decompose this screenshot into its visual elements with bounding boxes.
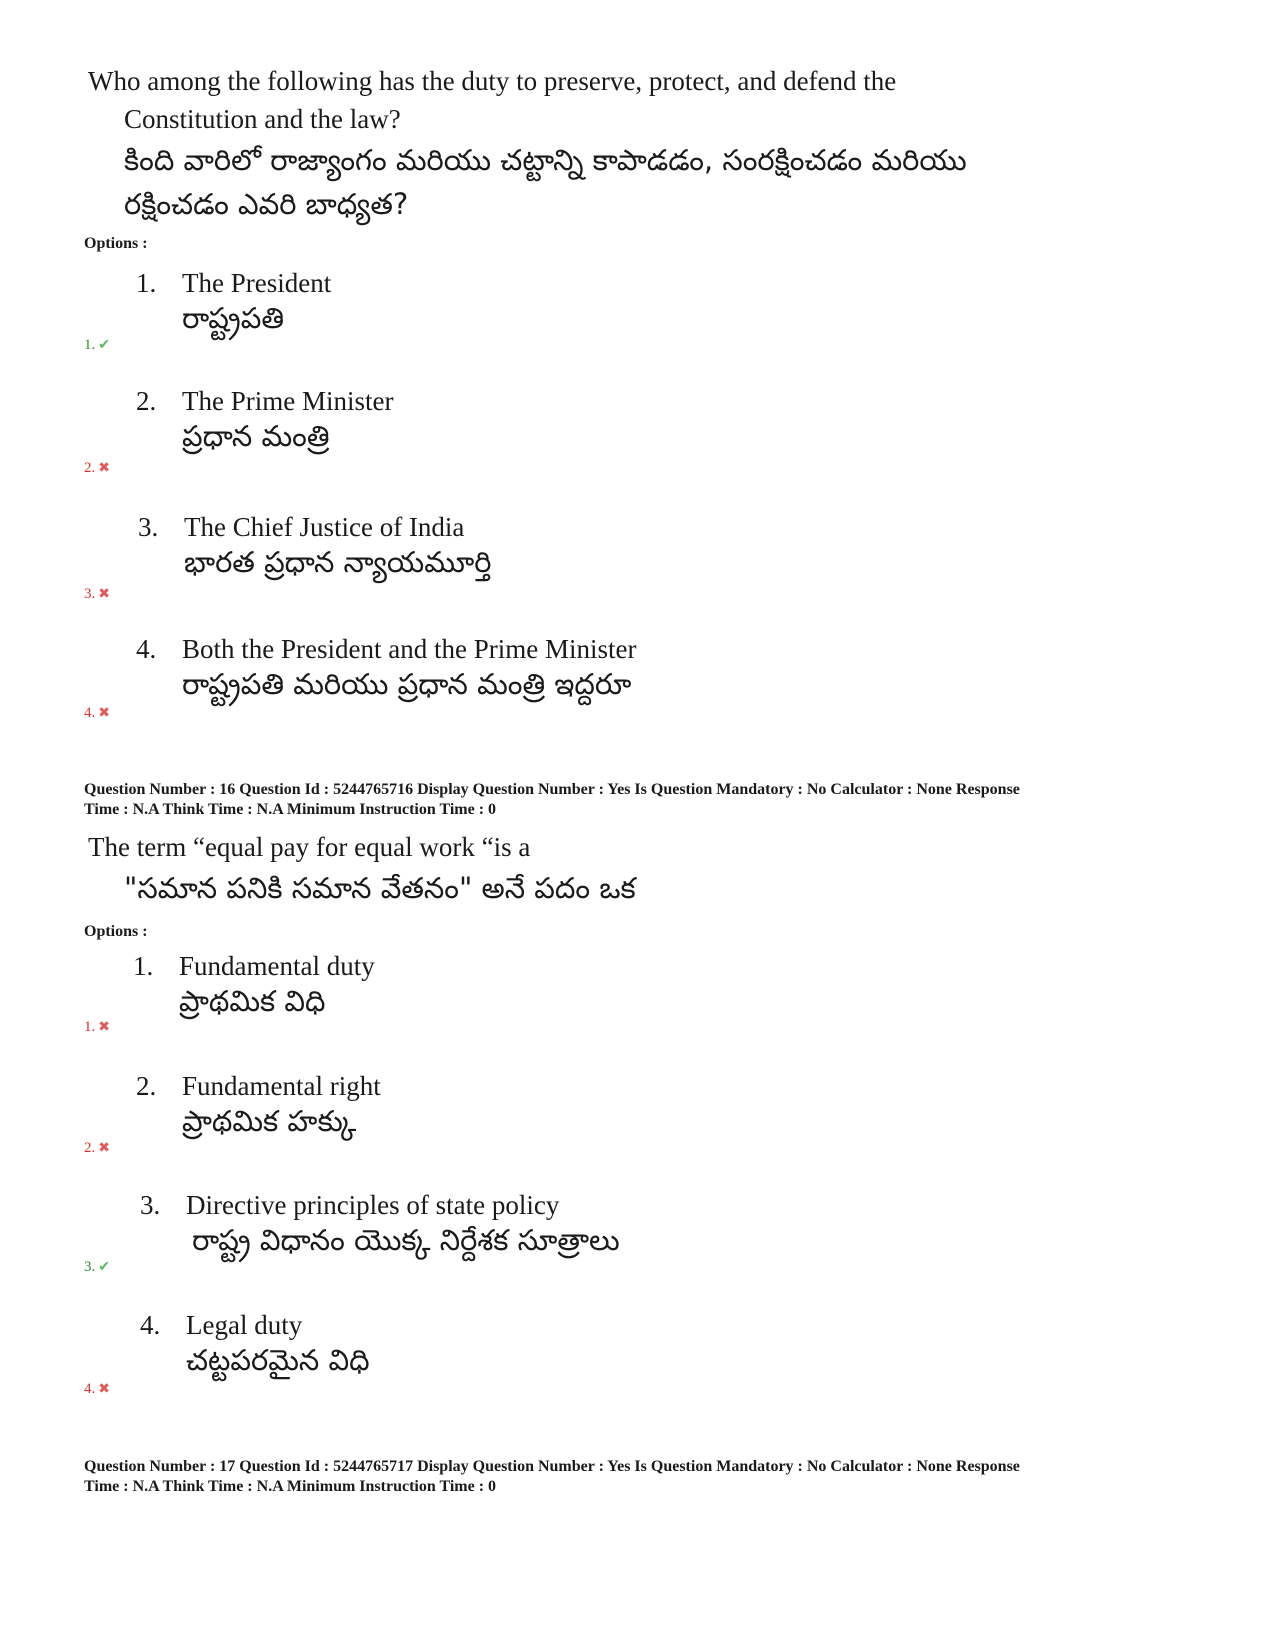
cross-icon: ✖ bbox=[98, 461, 110, 476]
check-icon: ✔ bbox=[98, 1260, 110, 1275]
cross-icon: ✖ bbox=[98, 1382, 110, 1397]
option-text-en: Fundamental duty bbox=[179, 951, 375, 981]
option-text-en: Fundamental right bbox=[182, 1071, 381, 1101]
question-16-meta: Question Number : 16 Question Id : 5244765716 Display Question Number : Yes Is Question Mandatory : No Calculator : None Response Time : N.A Think Time : N.A Minimum Instruction Time : 0 bbox=[84, 781, 1020, 818]
option-number: 1. bbox=[133, 951, 154, 981]
option-3[interactable] bbox=[138, 512, 491, 587]
option-3[interactable] bbox=[140, 1190, 620, 1265]
answer-marker-4: 4. ✖ bbox=[84, 1381, 110, 1397]
answer-marker-4: 4. ✖ bbox=[84, 705, 110, 721]
option-1[interactable] bbox=[133, 951, 375, 1026]
option-number: 1. bbox=[136, 268, 157, 298]
option-1[interactable] bbox=[136, 268, 331, 343]
options-label: Options : bbox=[84, 235, 148, 252]
option-number: 4. bbox=[140, 1310, 161, 1340]
cross-icon: ✖ bbox=[98, 706, 110, 721]
option-text-te: ప్రాథమిక హక్కు bbox=[182, 1104, 357, 1138]
option-text-en: The Chief Justice of India bbox=[184, 512, 465, 542]
answer-marker-2: 2. ✖ bbox=[84, 1140, 110, 1156]
question-te-line1: కింది వారిలో రాజ్యాంగం మరియు చట్టాన్ని కాపాడడం, సంరక్షించడం మరియు bbox=[124, 143, 967, 177]
answer-marker-1: 1. ✖ bbox=[84, 1019, 110, 1035]
option-number: 2. bbox=[136, 1071, 157, 1101]
option-number: 2. bbox=[136, 386, 157, 416]
question-en-line1: Who among the following has the duty to preserve, protect, and defend the bbox=[88, 66, 897, 96]
question-15-text bbox=[88, 62, 967, 226]
option-text-en: The Prime Minister bbox=[182, 386, 394, 416]
option-text-te: రాష్ట్ర విధానం యొక్క నిర్దేశక సూత్రాలు bbox=[192, 1223, 620, 1257]
option-number: 4. bbox=[136, 634, 157, 664]
option-text-en: Legal duty bbox=[186, 1310, 303, 1340]
option-2[interactable] bbox=[136, 386, 393, 461]
option-4[interactable] bbox=[140, 1310, 370, 1385]
option-4[interactable] bbox=[136, 634, 636, 709]
option-text-en: Both the President and the Prime Minister bbox=[182, 634, 637, 664]
option-text-te: భారత ప్రధాన న్యాయమూర్తి bbox=[184, 545, 492, 579]
question-te: "సమాన పనికి సమాన వేతనం" అనే పదం ఒక bbox=[124, 871, 636, 905]
answer-marker-1: 1. ✔ bbox=[84, 337, 110, 353]
cross-icon: ✖ bbox=[98, 1020, 110, 1035]
option-text-te: ప్రధాన మంత్రి bbox=[182, 419, 330, 453]
option-number: 3. bbox=[140, 1190, 161, 1220]
question-te-line2: రక్షించడం ఎవరి బాధ్యత? bbox=[124, 187, 409, 221]
option-text-te: రాష్ట్రపతి bbox=[182, 301, 284, 335]
cross-icon: ✖ bbox=[98, 587, 110, 602]
cross-icon: ✖ bbox=[98, 1141, 110, 1156]
question-17-meta: Question Number : 17 Question Id : 5244765717 Display Question Number : Yes Is Question Mandatory : No Calculator : None Response Time : N.A Think Time : N.A Minimum Instruction Time : 0 bbox=[84, 1458, 1020, 1495]
option-number: 3. bbox=[138, 512, 159, 542]
answer-marker-3: 3. ✔ bbox=[84, 1259, 110, 1275]
option-text-en: The President bbox=[182, 268, 332, 298]
answer-marker-2: 2. ✖ bbox=[84, 460, 110, 476]
option-2[interactable] bbox=[136, 1071, 381, 1146]
option-text-en: Directive principles of state policy bbox=[186, 1190, 560, 1220]
option-text-te: ప్రాథమిక విధి bbox=[179, 984, 326, 1018]
options-label: Options : bbox=[84, 923, 148, 940]
answer-marker-3: 3. ✖ bbox=[84, 586, 110, 602]
question-en: The term “equal pay for equal work “is a bbox=[88, 832, 531, 862]
question-en-line2: Constitution and the law? bbox=[124, 104, 401, 134]
check-icon: ✔ bbox=[98, 338, 110, 353]
question-16-text bbox=[88, 828, 636, 910]
option-text-te: రాష్ట్రపతి మరియు ప్రధాన మంత్రి ఇద్దరూ bbox=[182, 667, 632, 701]
option-text-te: చట్టపరమైన విధి bbox=[186, 1343, 370, 1377]
